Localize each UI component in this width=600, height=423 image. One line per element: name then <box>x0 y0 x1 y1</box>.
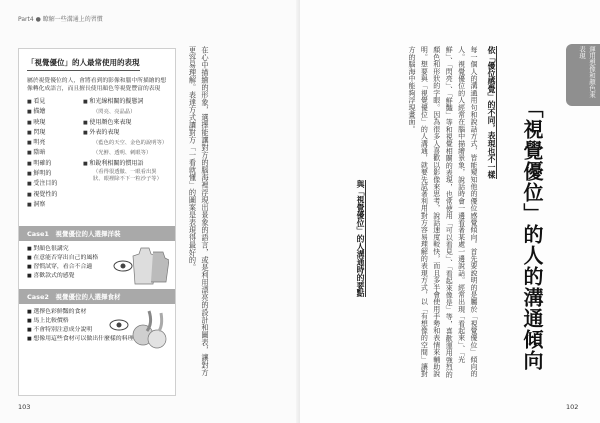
list-item: ■ 陰暗 <box>27 148 83 158</box>
expression-list-1 <box>27 97 83 210</box>
list-item: ■ 和銳利相關的慣用語 <box>83 159 167 169</box>
list-item-note: （光鮮、透明、刺眼等） <box>93 150 152 157</box>
list-item: ■ 外表的表現 <box>83 128 167 138</box>
list-item: ■ 馬上比較價格 <box>27 317 167 326</box>
expression-columns <box>27 97 167 210</box>
running-header: Part4 ● 瞭解一些溝通上的習慣 <box>18 16 103 23</box>
list-item: ■ 使用顏色來表現 <box>83 118 167 128</box>
list-item-note: （閃亮、亮晶晶） <box>93 109 136 116</box>
list-item: ■ 習慣試穿，看合不合適 <box>27 263 167 272</box>
box-intro: 屬於視覺優位的人，會將看到的影像和腦中所描繪的想像轉化成語言，而且擅長使用顏色等視覺豐富的表現 <box>27 78 167 92</box>
list-item: ■ 受注目的 <box>27 179 83 189</box>
case1-section <box>19 226 175 281</box>
list-item-note: （看得很透徹、一眼看出異狀、眼裡除不下一粒沙子等） <box>93 169 162 183</box>
list-item: ■ 喜歡款式的感覺 <box>27 272 167 281</box>
page-number: 102 <box>566 403 579 411</box>
dress-illustration <box>113 244 169 288</box>
list-item: ■ 不會特別注意成分說明 <box>27 326 167 335</box>
case1-label: Case1 視覺優位的人選擇洋裝 <box>19 226 175 241</box>
left-body-text: 在心中描繪的形象，選擇能讓對方的腦海裡浮現出景象的語言，或是利用漂亮的設計和圖表，讓對方更容易理解。表達方式讓對方「一看就懂」的圖案是表現得最好的。 <box>188 46 210 376</box>
vegetables-illustration <box>109 305 169 353</box>
list-item: ■ 想像用這些食材可以做出什麼樣的料理 <box>27 335 167 344</box>
right-body-text: 每一個人的溝通用句和說話方式，皆能窺知他的優位感覺傾向。首先要說明的是屬於「視覺優位」傾向的人。視覺優位的人經常在腦中描繪景象，說話時會一邊看著某處一邊說話。經常出現「看起來」、「光鮮」、「閃亮」、「鮮豔」等和視覺相關的表現，也常使用「可以看見」、「看起來像是」等，喜歡運用強烈的顏色和形狀的字眼。因為很多人喜歡以影像來思考，說話速度較快，而且多半會使用手勢和表情來輔助說明。想要與「視覺優位」的人溝通，就要先試著利用對方容易理解的表現方式，以「有想像的空間」讓對方的腦海中能夠浮現畫面。 <box>407 46 478 378</box>
box-title: 「視覺優位」的人最常使用的表現 <box>27 57 140 71</box>
list-item: ■ 明確的 <box>27 159 83 169</box>
list-item: ■ 明亮 <box>27 138 83 148</box>
subheading-1: 依「優位感覺」的不同，表現也不一樣 <box>487 46 496 179</box>
list-item: ■ 在意能否穿出自己的風格 <box>27 254 167 263</box>
list-item: ■ 看見 <box>27 97 83 107</box>
list-item: ■ 對顏色很講究 <box>27 245 167 254</box>
list-item: ■ 鮮明的 <box>27 169 83 179</box>
section-lozenge: 運用想像和顏色來表現 <box>566 44 600 106</box>
list-item: ■ 映現 <box>27 118 83 128</box>
sidebar-box <box>18 48 176 396</box>
section-badge <box>566 44 600 106</box>
list-item: ■ 描繪 <box>27 107 83 117</box>
subheading-2: 與「視覺優位」的人溝通時的要點 <box>356 180 365 297</box>
list-item-note: （藍色的天空、金色的說明等） <box>93 140 168 147</box>
list-item: ■ 選擇色彩鮮豔的食材 <box>27 308 167 317</box>
expression-list-2 <box>83 97 167 210</box>
list-item: ■ 洞察 <box>27 200 83 210</box>
list-item: ■ 和光線相關的擬態詞 <box>83 97 167 107</box>
page-title: 「視覺優位」的人的溝通傾向 <box>520 98 544 371</box>
case2-section <box>19 289 175 344</box>
page-number: 103 <box>18 403 31 411</box>
list-item: ■ 視覺性的 <box>27 190 83 200</box>
list-item: ■ 閃現 <box>27 128 83 138</box>
case2-label: Case2 視覺優位的人選擇食材 <box>19 289 175 304</box>
